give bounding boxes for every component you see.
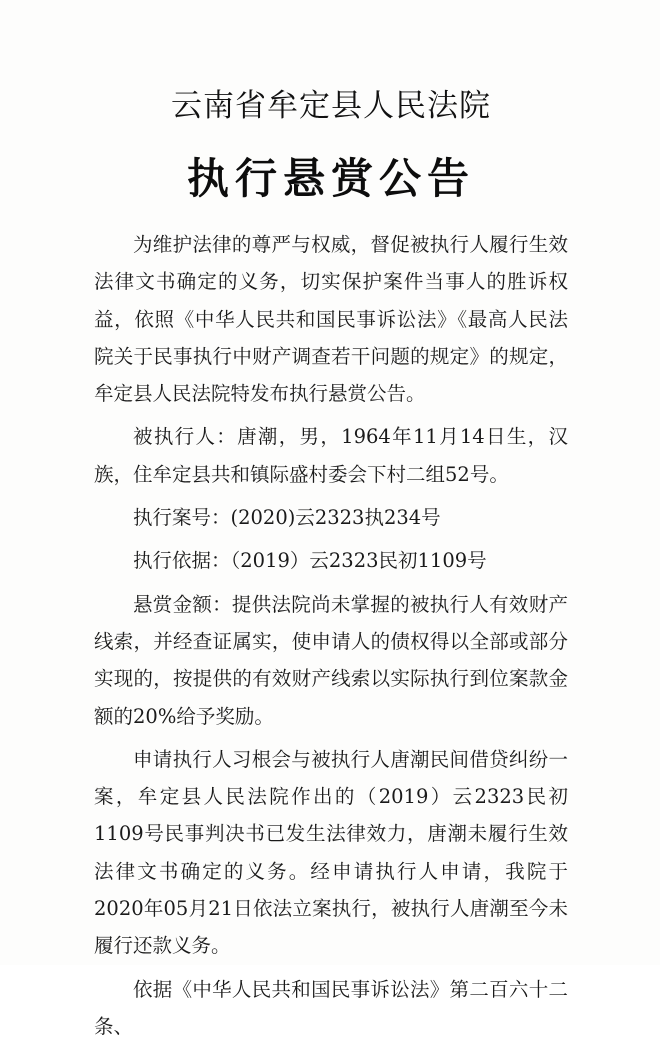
document-title: 执行悬赏公告 [186,154,475,203]
notice-body [94,226,568,1045]
enforcement-basis-paragraph: 执行依据：（2019）云2323民初1109号 [133,549,487,573]
case-number-paragraph: 执行案号：(2020)云2323执234号 [133,506,441,530]
case-background-paragraph: 申请执行人习根会与被执行人唐潮民间借贷纠纷一案，牟定县人民法院作出的（2019）云2323民初1109号民事判决书已发生法律效力，唐潮未履行生效法律文书确定的义务。经申请执行人申请，我院于2020年05月21日依法立案执行，被执行人唐潮至今未履行还款义务。 [94,747,568,958]
legal-basis-paragraph: 依据《中华人民共和国民事诉讼法》第二百六十二条、 [94,977,568,1038]
court-name: 云南省牟定县人民法院 [171,88,491,124]
reward-paragraph: 悬赏金额：提供法院尚未掌握的被执行人有效财产线索，并经查证属实，使申请人的债权得以全部或部分实现的，按提供的有效财产线索以实际执行到位案款金额的20%给予奖励。 [94,592,568,728]
respondent-paragraph: 被执行人：唐潮，男，1964年11月14日生，汉族，住牟定县共和镇际盛村委会下村二组52号。 [94,425,568,486]
intro-paragraph: 为维护法律的尊严与权威，督促被执行人履行生效法律文书确定的义务，切实保护案件当事人的胜诉权益，依照《中华人民共和国民事诉讼法》《最高人民法院关于民事执行中财产调查若干问题的规定》的规定，牟定县人民法院特发布执行悬赏公告。 [94,233,568,406]
